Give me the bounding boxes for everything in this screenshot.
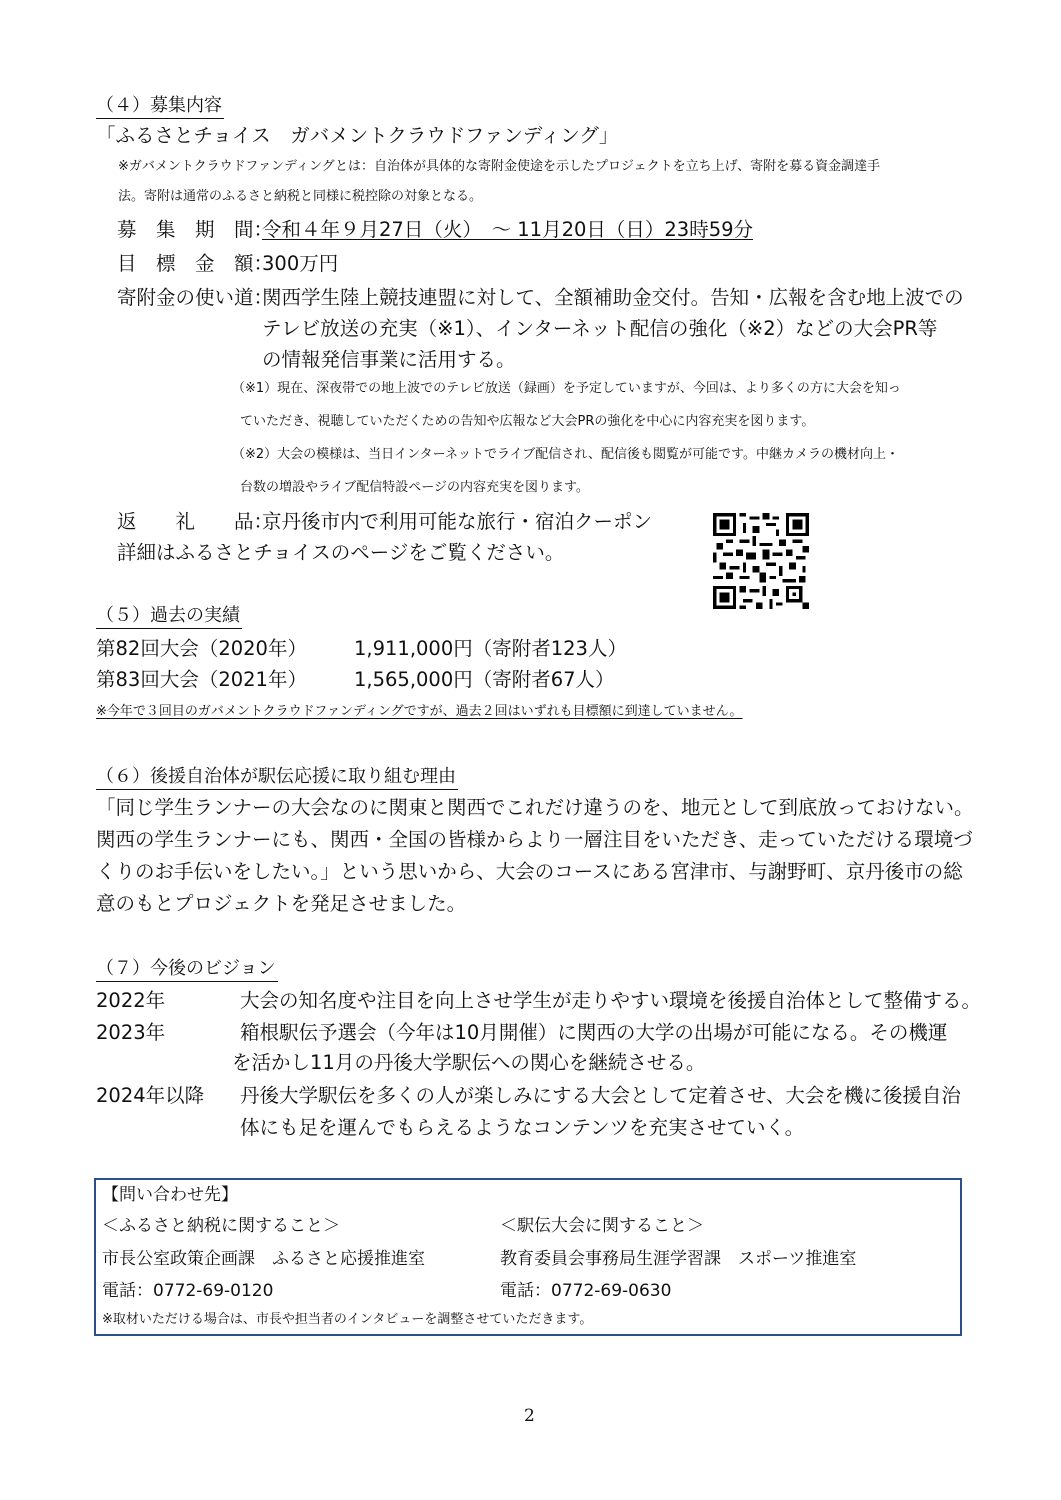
use-line-3: の情報発信事業に活用する。 — [262, 348, 516, 371]
contact-right-topic: ＜駅伝大会に関すること＞ — [500, 1216, 704, 1236]
vision-2022-text: 大会の知名度や注目を向上させ学生が走りやすい環境を後援自治体として整備する。 — [240, 989, 982, 1012]
contact-note: ※取材いただける場合は、市長や担当者のインタビューを調整させていただきます。 — [102, 1312, 593, 1327]
results-note: ※今年で３回目のガバメントクラウドファンディングですが、過去２回はいずれも目標額に到達していません。 — [96, 704, 743, 719]
result-row-2-event: 第83回大会（2021年） — [96, 668, 307, 691]
reason-line-1: 「同じ学生ランナーの大会なのに関東と関西でこれだけ違うのを、地元として到底放っておけない。 — [96, 796, 974, 819]
project-name: 「ふるさとチョイス ガバメントクラウドファンディング」 — [96, 124, 619, 147]
details-text: 詳細はふるさとチョイスのページをご覧ください。 — [117, 541, 565, 564]
contact-left-topic: ＜ふるさと納税に関すること＞ — [102, 1216, 340, 1236]
reason-line-4: 意のもとプロジェクトを発足させました。 — [96, 892, 467, 915]
reason-line-3: くりのお手伝いをしたい。」という思いから、大会のコースにある宮津市、与謝野町、京丹後市の総 — [96, 860, 963, 883]
gift-label: 返 礼 品： — [117, 510, 274, 533]
qr-code-image[interactable] — [713, 513, 809, 609]
footnote-1-line2: ていただき、視聴していただくための告知や広報など大会PRの強化を中心に内容充実を図ります。 — [240, 414, 815, 429]
vision-2023-text-1: 箱根駅伝予選会（今年は10月開催）に関西の大学の出場が可能になる。その機運 — [240, 1021, 948, 1044]
section-5-heading: （５）過去の実績 — [96, 604, 242, 629]
use-line-1: 関西学生陸上競技連盟に対して、全額補助金交付。告知・広報を含む地上波での — [262, 286, 964, 309]
result-row-1-event: 第82回大会（2020年） — [96, 637, 307, 660]
contact-left-dept: 市長公室政策企画課 ふるさと応援推進室 — [102, 1249, 425, 1269]
section-6-heading: （６）後援自治体が駅伝応援に取り組む理由 — [96, 765, 458, 790]
contact-box — [94, 1178, 962, 1336]
contact-title: 【問い合わせ先】 — [102, 1185, 238, 1205]
period-label: 募 集 期 間： — [117, 218, 274, 241]
footnote-1-line1: （※1）現在、深夜帯での地上波でのテレビ放送（録画）を予定していますが、今回は、より多くの方に大会を知っ — [232, 381, 901, 396]
target-value: 300万円 — [262, 252, 339, 275]
vision-2022-year: 2022年 — [96, 989, 166, 1012]
section-4-heading: （４）募集内容 — [96, 94, 224, 119]
section-7-heading: （７）今後のビジョン — [96, 957, 278, 982]
page-number: 2 — [524, 1406, 535, 1426]
vision-2023-text-2: を活かし11月の丹後大学駅伝への関心を継続させる。 — [232, 1051, 706, 1074]
period-value: 令和４年９月27日（火） ～ 11月20日（日）23時59分 — [262, 218, 754, 241]
result-row-1-amount: 1,911,000円（寄附者123人） — [354, 637, 627, 660]
vision-2023-year: 2023年 — [96, 1021, 166, 1044]
contact-right-dept: 教育委員会事務局生涯学習課 スポーツ推進室 — [500, 1249, 857, 1269]
contact-right-phone[interactable]: 電話：0772-69-0630 — [500, 1281, 672, 1301]
contact-left-phone[interactable]: 電話：0772-69-0120 — [102, 1281, 274, 1301]
vision-2024-text-2: 体にも足を運んでもらえるようなコンテンツを充実させていく。 — [240, 1116, 805, 1139]
use-line-2: テレビ放送の充実（※1）、インターネット配信の強化（※2）などの大会PR等 — [262, 317, 938, 340]
gift-value: 京丹後市内で利用可能な旅行・宿泊クーポン — [262, 510, 653, 533]
gcf-note-line1: ※ガバメントクラウドファンディングとは：自治体が具体的な寄附金使途を示したプロジェクトを立ち上げ、寄附を募る資金調達手 — [118, 159, 881, 174]
vision-2024-text-1: 丹後大学駅伝を多くの人が楽しみにする大会として定着させ、大会を機に後援自治 — [240, 1084, 961, 1107]
result-row-2-amount: 1,565,000円（寄附者67人） — [354, 668, 615, 691]
target-label: 目 標 金 額： — [117, 252, 274, 275]
footnote-2-line2: 台数の増設やライブ配信特設ページの内容充実を図ります。 — [240, 480, 589, 495]
reason-line-2: 関西の学生ランナーにも、関西・全国の皆様からより一層注目をいただき、走っていただける環境づ — [96, 828, 973, 851]
footnote-2-line1: （※2）大会の模様は、当日インターネットでライブ配信され、配信後も閲覧が可能です。中継カメラの機材向上・ — [232, 447, 899, 462]
use-label: 寄附金の使い道： — [117, 286, 274, 309]
vision-2024-year: 2024年以降 — [96, 1084, 205, 1107]
gcf-note-line2: 法。寄附は通常のふるさと納税と同様に税控除の対象となる。 — [118, 189, 483, 204]
